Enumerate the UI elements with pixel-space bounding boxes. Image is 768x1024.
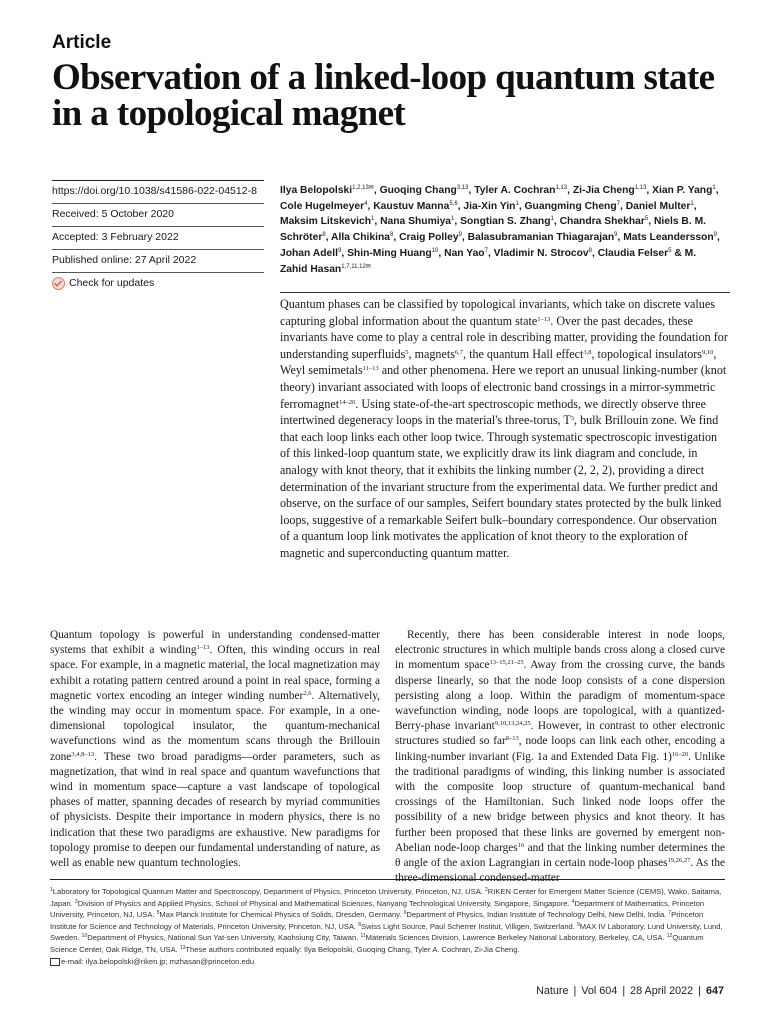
author-name: Maksim Litskevich <box>280 216 371 228</box>
citation-ref: 14–20 <box>339 398 356 406</box>
text-run: . Alternatively, the winding may occur in momentum space. For example, in a one-dimensional topological insulator, the quantum-mechanical wavefunctions wind as the momentum scans through the Brillouin zone <box>50 689 381 763</box>
text-run: Quantum topology is powerful in understanding condensed-matter systems that exhibit a winding <box>50 629 380 657</box>
author-name: Tyler A. Cochran <box>474 185 556 196</box>
author-affiliation: 1,13 <box>555 185 568 191</box>
author[interactable] <box>399 232 462 243</box>
author[interactable] <box>626 201 694 212</box>
author[interactable] <box>573 185 646 196</box>
text-run: , Weyl semimetals <box>280 346 717 378</box>
author-name: Ilya Belopolski <box>280 185 353 196</box>
citation-ref: 8–13 <box>505 735 519 743</box>
page-number: 647 <box>705 985 724 997</box>
citation-ref: 5 <box>156 910 160 917</box>
citation-ref: 16 <box>517 841 525 849</box>
author-affiliation: 1 <box>515 200 519 207</box>
citation-ref: 13–15,21–25 <box>489 659 524 667</box>
author-name: Guangming Cheng <box>524 200 617 212</box>
citation-ref: 16–20 <box>671 750 689 758</box>
author-affiliation: 9 <box>458 232 462 239</box>
text-run: . Often, this winding occurs in real space. For example, in a magnetic material, the local magnetization may exhibit a rotating pattern centred around a point in real space, forming a magnetic vortex encoding an integer winding number <box>50 644 380 702</box>
email-icon <box>50 958 60 966</box>
author-name: Zi-Jia Cheng <box>572 185 635 196</box>
volume: Vol 604 <box>581 985 618 997</box>
citation-ref: 12 <box>666 933 673 940</box>
author[interactable] <box>280 216 374 227</box>
author-affiliation: 7 <box>484 247 488 254</box>
author-affiliation: 8 <box>322 232 326 239</box>
author[interactable] <box>525 201 620 212</box>
author-name: Niels B. M. Schröter <box>280 216 707 244</box>
author-affiliation: 1,7,11,12✉ <box>341 263 371 270</box>
text-run: Department of Physics, National Sun Yat-sen University, Kaohsiung City, Taiwan. <box>87 933 361 943</box>
text-run: Swiss Light Source, Paul Scherrer Institut, Villigen, Switzerland. <box>361 921 578 931</box>
author-name: Craig Polley <box>399 232 459 244</box>
author[interactable] <box>460 216 554 227</box>
author-name: Claudia Felser <box>597 247 669 259</box>
author[interactable] <box>560 216 649 227</box>
text-run: . Unlike the traditional paradigms of winding, this linking number is associated with the composite loop structure of quantum-mechanical band crossings of the Hamiltonian. Such linked node loops offer the possibility of a new bridge between physics and knot theory. It has further been proposed that these links are governed by emergent non-Abelian node-loop charges <box>395 750 725 854</box>
author-name: Jia-Xin Yin <box>463 200 516 212</box>
author[interactable] <box>280 248 341 259</box>
author-name: Nana Shumiya <box>380 216 452 228</box>
author[interactable] <box>347 248 438 259</box>
check-updates-label: Check for updates <box>69 277 155 289</box>
text-run: , node loops can link each other, encoding a linking-number invariant (Fig. 1a and Extended Data Fig. 1) <box>395 735 725 763</box>
author-name: Vladimir N. Strocov <box>493 247 589 259</box>
text-run: , magnets <box>408 346 455 361</box>
author-affiliation: 9 <box>614 232 618 239</box>
author-name: Chandra Shekhar <box>559 216 645 228</box>
citation-ref: 6,7 <box>454 348 464 356</box>
text-run: Department of Physics, Indian Institute of Technology Delhi, New Delhi, India. <box>406 910 669 920</box>
author-affiliation: 1,13 <box>634 185 647 191</box>
doi-link[interactable]: https://doi.org/10.1038/s41586-022-04512-8 <box>52 180 264 203</box>
author-affiliation: 8 <box>588 247 593 254</box>
citation-ref: 9,10,13,24,25 <box>494 720 531 728</box>
author-name: Kaustuv Manna <box>373 200 450 212</box>
check-for-updates-link[interactable] <box>52 272 264 295</box>
author-affiliation: 5 <box>644 216 649 223</box>
author[interactable] <box>380 185 469 196</box>
page-footer: Nature | Vol 604 | 28 April 2022 | 647 <box>536 985 724 997</box>
author[interactable] <box>598 248 672 259</box>
author-name: Xian P. Yang <box>652 185 713 196</box>
citation-ref: 3 <box>74 898 78 905</box>
author[interactable] <box>474 185 567 196</box>
citation-ref: 1–13 <box>537 315 551 323</box>
author[interactable] <box>494 248 592 259</box>
author-affiliation: 1 <box>712 185 716 191</box>
citation-ref: 11 <box>360 933 366 940</box>
author[interactable] <box>331 232 393 243</box>
citation-ref: 19,26,27 <box>667 857 691 865</box>
citation-ref: 4 <box>571 898 575 905</box>
author-affiliation: 5,6 <box>449 200 458 207</box>
citation-ref: 11–13 <box>362 365 379 373</box>
text-run: . These two broad paradigms—order parameters, such as magnetization, that wind in real space and quantum wavefunctions that wind in momentum space—capture a vast landscape of topological phases of matter, spanning decades of research by myriad communities of physicists. Despite their importance in modern physics, there is no indication that these two paradigms are exhaustive. New paradigms for topology promise to deepen our fundamental understanding of nature, as well as enable new quantum technologies. <box>50 750 380 870</box>
received-date: Received: 5 October 2020 <box>52 203 264 226</box>
author-affiliation: 9 <box>337 247 342 254</box>
body-column-left <box>50 628 380 871</box>
author-affiliation: 10 <box>431 247 439 254</box>
author-name: Daniel Multer <box>625 200 691 212</box>
correspondence-email[interactable]: e-mail: ilya.belopolski@riken.jp; mzhasan@princeton.edu <box>61 956 255 966</box>
text-run: Quantum phases can be classified by topological invariants, which take on discrete values capturing global information about the quantum state <box>280 297 715 328</box>
author-name: Songtian S. Zhang <box>460 216 551 228</box>
text-run: RIKEN Center for Emergent Matter Science (CEMS), Wako, Saitama, Japan. <box>50 887 722 908</box>
author-affiliation: 1,2,13✉ <box>352 185 374 191</box>
author-name: Balasubramanian Thiagarajan <box>467 232 615 244</box>
author-name: Alla Chikina <box>331 232 390 244</box>
affiliations-footnote <box>50 879 725 967</box>
text-run: . However, in contrast to other electronic structures studied so far <box>395 720 726 748</box>
published-date: Published online: 27 April 2022 <box>52 249 264 272</box>
text-run: . Away from the crossing curve, the bands disperse linearly, so that the node loop consists of a cone dispersion persisting along a loop. Within the paradigm of momentum-space wavefunction winding, node loops are topological, with a quantized-Berry-phase invariant <box>395 659 725 733</box>
article-type-label: Article <box>52 32 112 53</box>
text-run: . As the three-dimensional condensed-matter <box>395 857 725 885</box>
text-run: Quantum Science Center, Oak Ridge, TN, USA. <box>50 933 704 954</box>
abstract <box>280 292 730 562</box>
citation-ref: 3 <box>570 415 575 423</box>
citation-ref: 3,4,8–13 <box>71 750 95 758</box>
author-affiliation: 8 <box>389 232 394 239</box>
author-affiliation: 1 <box>690 200 694 207</box>
text-run: and other phenomena. Here we report an unusual linking-number (knot theory) invariant associated with loops of electronic band crossings in a mirror-symmetric ferromagnet <box>280 363 727 411</box>
author-affiliation: 9 <box>713 232 717 239</box>
text-run: MAX IV Laboratory, Lund University, Lund, Sweden. <box>50 921 723 943</box>
author[interactable] <box>380 216 454 227</box>
author-affiliation: 1 <box>550 216 554 223</box>
affiliations-text <box>50 887 723 954</box>
citation-ref: 7 <box>668 910 672 917</box>
author[interactable] <box>463 201 518 212</box>
article-title: Observation of a linked-loop quantum state in a topological magnet <box>52 57 715 134</box>
citation-ref: 1 <box>50 887 53 893</box>
author[interactable] <box>280 185 374 196</box>
author-affiliation: 7 <box>616 200 620 207</box>
text-run: . Over the past decades, these invariants have come to play a central role in describing matter, providing the foundation for understanding superfluids <box>280 313 728 361</box>
author-name: Guoqing Chang <box>379 185 457 196</box>
author[interactable] <box>280 201 367 212</box>
author-affiliation: 3,13 <box>456 185 469 191</box>
author-affiliation: 1 <box>451 216 455 223</box>
text-run: , bulk Brillouin zone. We find that each loop links each other loop twice. Through systematic spectroscopic investigation of this linked-loop quantum state, we explicitly draw its link diagram and conclude, in analogy with knot theory, that it exhibits the linking number (2, 2, 2), providing a direct determination of the invariant structure from the experimental data. We further predict and observe, on the surface of our samples, Seifert boundary states protected by the bulk linked loops, suggestive of a remarkable Seifert bulk–boundary correspondence. Our observation of a quantum loop link motivates the application of knot theory to the exploration of magnetic and superconducting quantum matter. <box>280 413 722 560</box>
citation-ref: 9,10 <box>702 348 714 356</box>
citation-ref: 6 <box>403 910 407 917</box>
citation-ref: 5 <box>405 348 409 356</box>
author-name: Nan Yao <box>444 247 485 259</box>
text-run: Division of Physics and Applied Physics, School of Physical and Mathematical Sciences, Nanyang Technological University, Singapore, Singapore. <box>77 898 572 908</box>
text-run: , the quantum Hall effect <box>463 346 584 361</box>
text-run: Recently, there has been considerable interest in node loops, electronic structures in which multiple bands cross along a closed curve in momentum space <box>395 629 725 672</box>
text-run: Laboratory for Topological Quantum Matter and Spectroscopy, Department of Physics, Princeton University, Princeton, NJ, USA. <box>52 887 485 896</box>
text-run: Princeton Institute for Science and Technology of Materials, Princeton University, Princeton, NJ, USA. <box>50 910 704 931</box>
text-run: . Using state-of-the-art spectroscopic methods, we directly observe three intertwined degeneracy loops in the material's three-torus, T <box>280 396 706 428</box>
author-affiliation: 4 <box>364 200 368 207</box>
citation-ref: 1–13 <box>196 644 210 652</box>
author-name: Mats Leandersson <box>623 232 714 244</box>
citation-ref: 2 <box>484 887 488 893</box>
citation-ref: 3,8 <box>583 348 592 356</box>
citation-ref: 13 <box>179 944 186 951</box>
citation-ref: 10 <box>81 933 88 940</box>
author-name: Johan Adell <box>280 247 338 259</box>
text-run: These authors contributed equally: Ilya Belopolski, Guoqing Chang, Tyler A. Cochran, Zi-Jia Cheng. <box>185 944 520 954</box>
text-run: Department of Mathematics, Princeton University, Princeton, NJ, USA. <box>50 898 705 920</box>
author[interactable] <box>373 201 457 212</box>
text-run: and that the linking number determines the θ angle of the axion Lagrangian in certain node-loop phases <box>395 841 725 870</box>
author-affiliation: 5 <box>668 247 672 254</box>
text-run: Materials Sciences Division, Lawrence Berkeley National Laboratory, Berkeley, CA, USA. <box>365 933 667 943</box>
author[interactable] <box>623 232 717 243</box>
author-affiliation: 1 <box>371 216 375 223</box>
text-run: Max Planck Institute for Chemical Physics of Solids, Dresden, Germany. <box>159 910 404 920</box>
check-updates-icon <box>52 277 65 290</box>
citation-ref: 8 <box>358 921 362 928</box>
issue-date: 28 April 2022 <box>630 985 694 997</box>
author-name: Shin-Ming Huang <box>347 247 432 259</box>
author-name: M. Zahid Hasan <box>280 247 697 275</box>
author[interactable] <box>652 185 716 196</box>
journal-name: Nature <box>536 985 569 997</box>
author[interactable] <box>468 232 618 243</box>
author-name: Cole Hugelmeyer <box>280 200 365 212</box>
author-list: Ilya Belopolski$^{1,2,13✉}$, Guoqing Chang$^{3,13}$, Tyler A. Cochran$^{1,13}$, Zi-Jia Cheng$^{1,13}$, Xian P. Yang$^1$, Cole Hugelmeyer$^4$, Kaustuv Manna$^{5,6}$, Jia-Xin Yin$^1$, Guangming Cheng$^7$, Daniel Multer$^1$, Maksim Litskevich$^1$, Nana Shumiya$^1$, Songtian S. Zhang$^1$, Chandra Shekhar$^5$, Niels B. M. Schröter$^8$, Alla Chikina$^8$, Craig Polley$^9$, Balasubramanian Thiagarajan$^9$, Mats Leandersson$^9$, Johan Adell$^9$, Shin-Ming Huang$^{10}$, Nan Yao$^7$, Vladimir N. Strocov$^8$, Claudia Felser$^5$ & M. Zahid Hasan$^{1,7,11,12✉}$ <box>280 185 720 275</box>
citation-ref: 2,6 <box>303 689 312 697</box>
article-metadata <box>52 180 264 295</box>
author[interactable] <box>444 248 488 259</box>
text-run: , topological insulators <box>591 346 703 361</box>
body-column-right <box>395 628 725 886</box>
citation-ref: 9 <box>577 921 580 928</box>
accepted-date: Accepted: 3 February 2022 <box>52 226 264 249</box>
